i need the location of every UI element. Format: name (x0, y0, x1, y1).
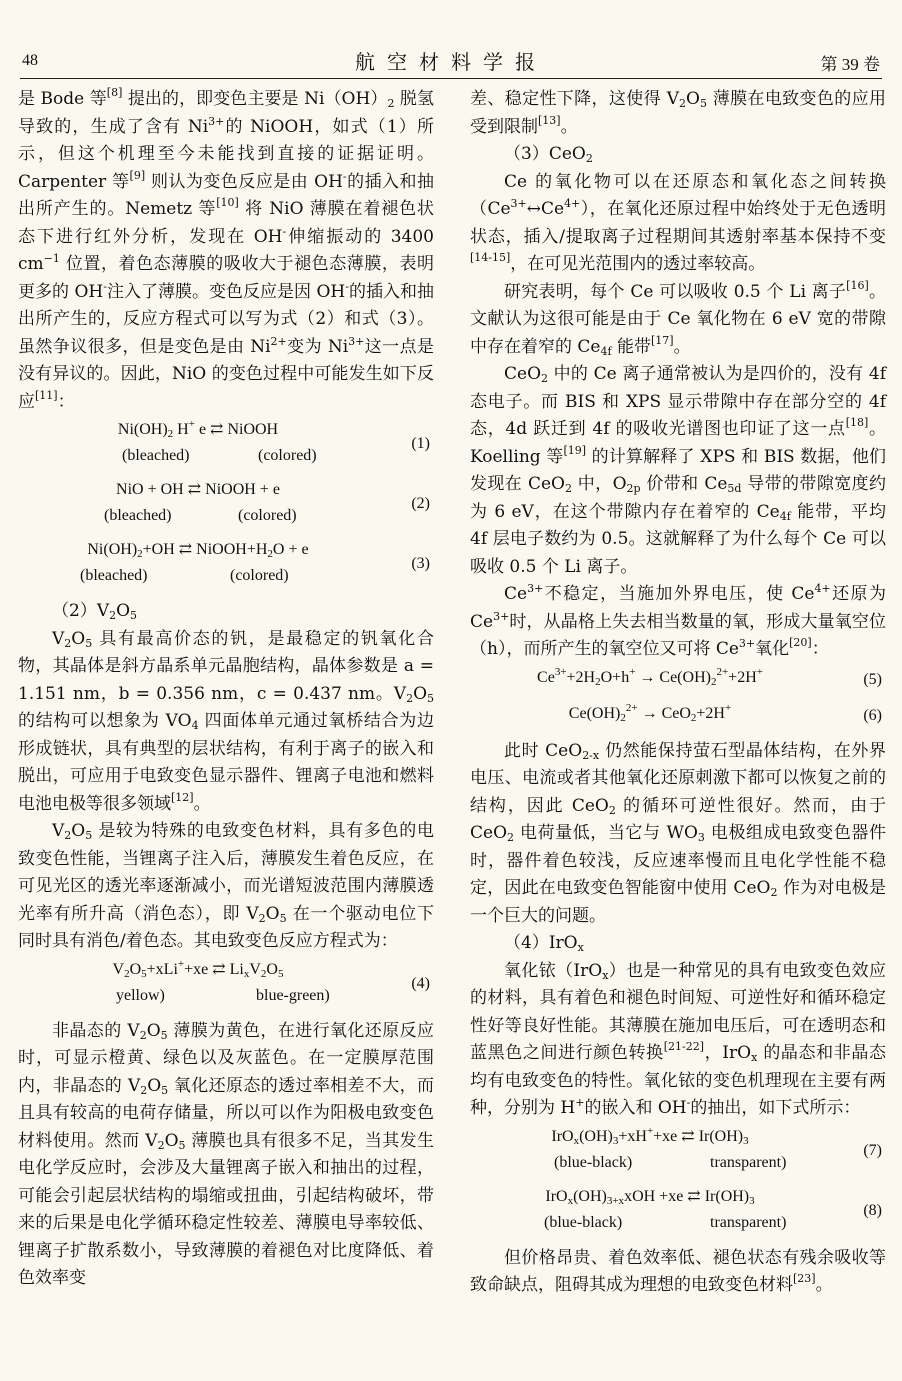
paragraph: Ce 的氧化物可以在还原态和氧化态之间转换$(Ce^{3+}\leftrightarrow Ce^{4+})$，在氧化还原过程中始终处于无色透明状态，插入/提取离子过程期间其透射率基本保持不变[14-15]，在可见光范围内的透过率较高。 (470, 171, 886, 274)
journal-title: 航空材料学报 (355, 52, 547, 74)
page-number: 48 (22, 52, 38, 69)
volume-label: 第 39 卷 (820, 55, 880, 74)
paragraph: 是 Bode 等[8] 提出的，即变色主要是 $Ni(OH)_2$ 脱氢导致的，生成了含有 $Ni^{3+}$的 NiOOH，如式（1）所示，但这个机理至今未能找到直接的证据证明。Carpenter 等[9] 则认为变色反应是由 OH-的插入和抽出所产生的。Nemetz 等[10] 将 NiO 薄膜在着褪色状态下进行红外分析，发现在 OH-伸缩振动的 3400 $cm^{-1}$ 位置，着色态薄膜的吸收大于褪色态薄膜，表明更多的 OH-注入了薄膜。变色反应是因 OH-的插入和抽出所产生的，反应方程式可以写为式（2）和式（3）。虽然争议很多，但是变色是由 $Ni^{2+}$变为 $Ni^{3+}$这一点是没有异议的。因此，NiO 的变色过程中可能发生如下反应[11]： (18, 86, 435, 412)
paragraph: 此时 CeO$_{2-x}$ 仍然能保持萤石型晶体结构，在外界电压、电流或者其他氧化还原刺激下都可以恢复之前的结构，因此 CeO$_2$ 的循环可逆性很好。然而，由于 CeO$_2$ 电荷量低，当它与 $WO_3$ 电极组成电致变色器件时，器件着色较浅，反应速率慢而且电化学性能不稳定，因此在电致变色智能窗中使用 CeO$_2$ 作为对电极是一个巨大的问题。 (470, 740, 887, 926)
equation-7: $IrO_x(OH)_3+xH^++xe$ ⇄ $Ir(OH)_3$ (blue-black) transparent) (7) (551, 1124, 882, 1171)
equation-5: $Ce^{3+}+2H_2O+h^+ \to Ce(OH)_2^{2+}+2H^+$ (5) (537, 665, 882, 688)
paragraph: CeO$_2$ 中的 Ce 离子通常被认为是四价的，没有 4f 态电子。而 BIS 和 XPS 显示带隙中存在部分空的 4f 态，4d 跃迁到 4f 的吸收光谱图也印证了这一点[18]。Koelling 等[19] 的计算解释了 XPS 和 BIS 数据，他们发现在 CeO$_2$ 中，$O_{2p}$ 价带和 $Ce_{5d}$ 导带的带隙宽度约为 6 eV，在这个带隙内存在着窄的 $Ce_{4f}$ 能带，平均 4f 层电子数约为 0.5。这就解释了为什么每个 Ce 可以吸收 0.5 个 Li 离子。 (470, 364, 887, 577)
equation-6: $Ce(OH)_2^{2+} \to CeO_2+2H^+$ (6) (568, 701, 882, 724)
equation-1: $Ni(OH)_2$ H+ e ⇄ NiOOH (bleached) (colored) (1) (117, 418, 430, 464)
paragraph: 研究表明，每个 Ce 可以吸收 0.5 个 Li 离子[16]。文献认为这很可能是由于 Ce 氧化物在 6 eV 宽的带隙中存在着窄的 $Ce_{4f}$ 能带[17]。 (470, 278, 886, 358)
section-heading-irox: （4）IrO$_x$ (504, 933, 584, 954)
equation-4: $V_2O_5+xLi^++xe$ ⇄ $Li_xV_2O_5$ yellow) blue-green) (4) (112, 957, 430, 1004)
right-column (470, 86, 886, 1300)
paragraph: 氧化铱（IrO$_x$）也是一种常见的具有电致变色效应的材料，具有着色和褪色时间短、可逆性好和循环稳定性好等良好性能。其薄膜在施加电压后，可在透明态和蓝黑色之间进行颜色转换[21-22]，IrO$_x$ 的晶态和非晶态均有电致变色的特性。氧化铱的变色机理现在主要有两种，分别为 H+的嵌入和 OH-的抽出，如下式所示： (470, 960, 887, 1118)
paragraph: 差、稳定性下降，这使得 $V_2O_5$ 薄膜在电致变色的应用受到限制[13]。 (470, 89, 886, 137)
equation-2: NiO + OH ⇄ NiOOH + e (bleached) (colored) (2) (104, 481, 430, 524)
section-heading-ceo2: （3）CeO$_2$ (504, 144, 593, 165)
left-column (18, 86, 434, 1293)
equation-8: $IrO_x(OH)_{3+x}xOH +xe$ ⇄ $Ir(OH)_3$ (blue-black) transparent) (8) (544, 1187, 882, 1231)
equation-3: $Ni(OH)_2+OH$ ⇄ $NiOOH+H_2O + e$ (bleached) (colored) (3) (80, 541, 430, 584)
paragraph: $V_2O_5$ 具有最高价态的钒，是最稳定的钒氧化合物，其晶体是斜方晶系单元晶胞结构，晶体参数是 a = 1.151 nm，b = 0.356 nm，c = 0.437 nm。$V_2O_5$ 的结构可以想象为 $VO_4$ 四面体单元通过氧桥结合为边形成链状，具有典型的层状结构，有利于离子的嵌入和脱出，可应用于电致变色显示器件、锂离子电池和燃料电池电极等很多领域[12]。 (18, 628, 435, 814)
section-heading-v2o5: $(2)V_2O_5$ (52, 601, 138, 622)
page-header (20, 44, 882, 79)
paragraph: 但价格昂贵、着色效率低、褪色状态有残余吸收等致命缺点，阻碍其成为理想的电致变色材料[23]。 (470, 1247, 886, 1295)
paragraph: $Ce^{3+}$不稳定，当施加外界电压，使 $Ce^{4+}$还原为 $Ce^{3+}$时，从晶格上失去相当数量的氧，形成大量氧空位（h），而所产生的氧空位又可将 $Ce^{3+}$氧化[20]： (470, 582, 886, 659)
paragraph: 非晶态的 $V_2O_5$ 薄膜为黄色，在进行氧化还原反应时，可显示橙黄、绿色以及灰蓝色。在一定膜厚范围内，非晶态的 $V_2O_5$ 氧化还原态的透过率相差不大，而且具有较高的电荷存储量，所以可以作为阳极电致变色材料使用。然而 $V_2O_5$ 薄膜也具有很多不足，当其发生电化学反应时，会涉及大量锂离子嵌入和抽出的过程，可能会引起层状结构的塌缩或扭曲，引起结构破坏，带来的后果是电化学循环稳定性较差、薄膜电导率较低、锂离子扩散系数小，导致薄膜的着褪色对比度降低、着色效率变 (18, 1020, 435, 1288)
paragraph: $V_2O_5$ 是较为特殊的电致变色材料，具有多色的电致变色性能，当锂离子注入后，薄膜发生着色反应，在可见光区的透光率逐渐减小，而光谱短波范围内薄膜透光率有所升高（消色态），即 $V_2O_5$ 在一个驱动电位下同时具有消色/着色态。其电致变色反应方程式为： (18, 821, 435, 951)
